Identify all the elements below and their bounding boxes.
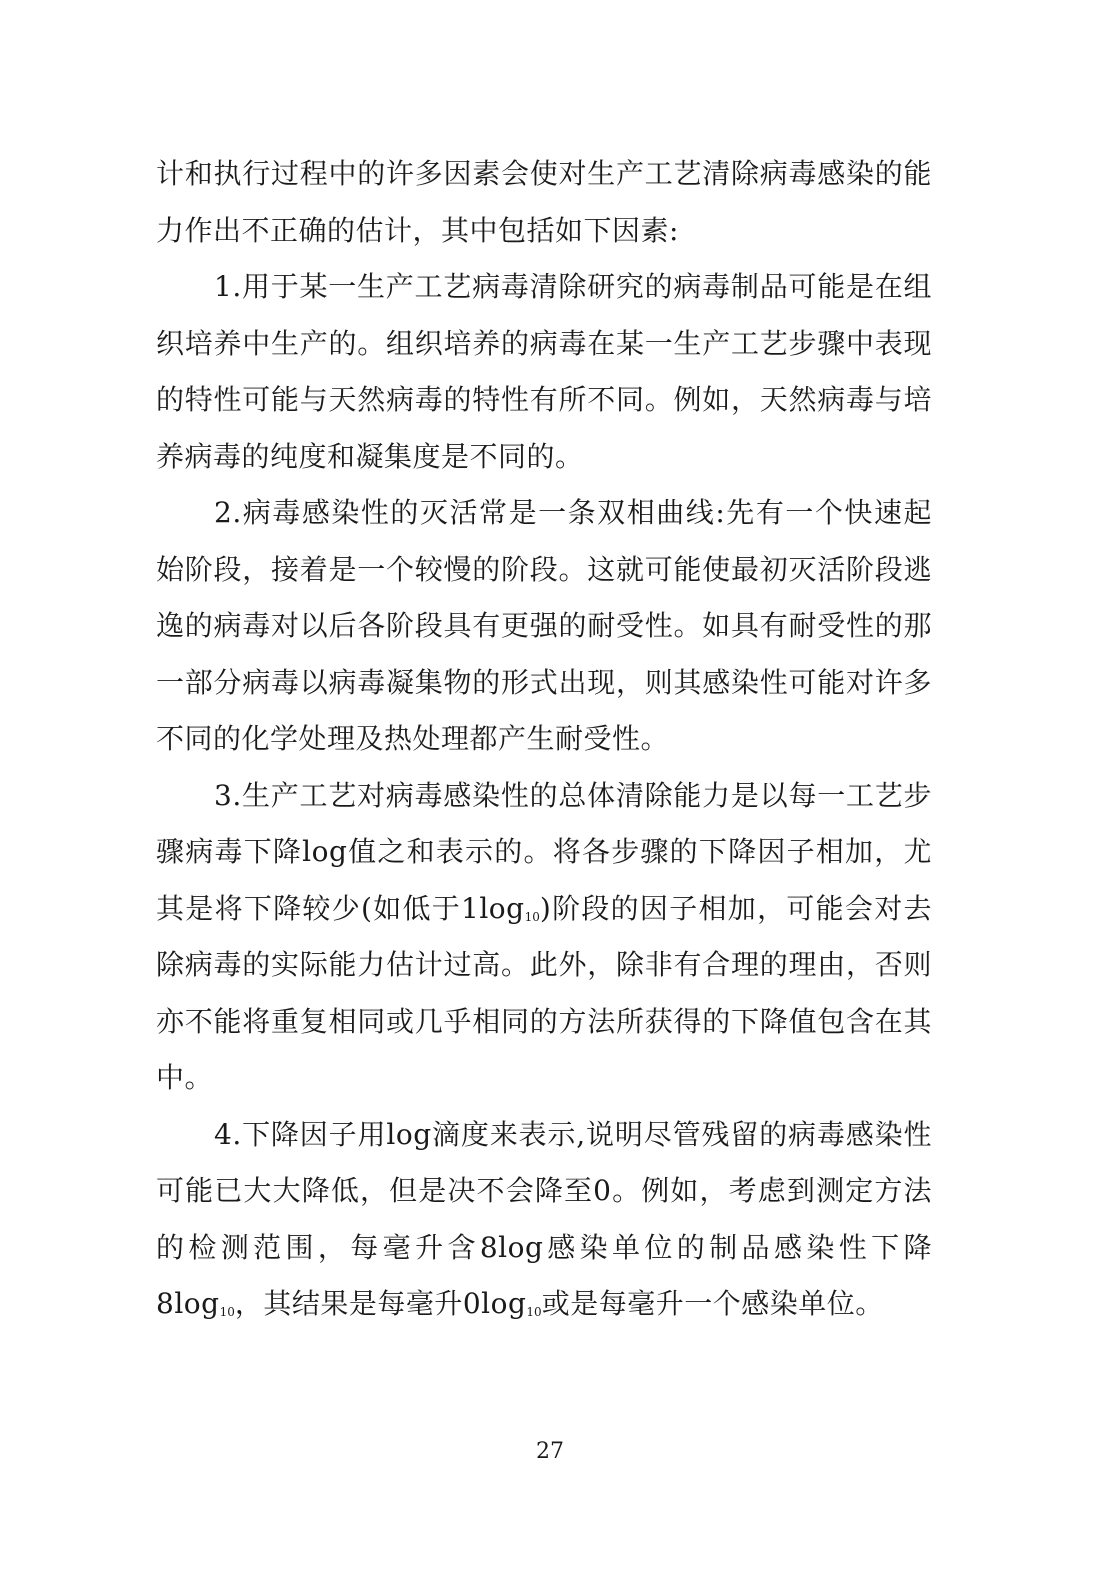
log-subscript: 10 [526, 1305, 542, 1319]
paragraph-item-4-part-c: 或是每毫升一个感染单位。 [541, 1287, 884, 1320]
log-subscript: 10 [219, 1305, 235, 1319]
document-body [156, 146, 932, 1333]
paragraph-item-2: 2.病毒感染性的灭活常是一条双相曲线:先有一个快速起始阶段，接着是一个较慢的阶段。这就可能使最初灭活阶段逃逸的病毒对以后各阶段具有更强的耐受性。如具有耐受性的那一部分病毒以病毒凝集物的形式出现，则其感染性可能对许多不同的化学处理及热处理都产生耐受性。 [156, 496, 932, 755]
paragraph-item-3-part-a: 3.生产工艺对病毒感染性的总体清除能力是以每一工艺步骤病毒下降log值之和表示的。将各步骤的下降因子相加，尤其是将下降较少(如低于1log [156, 778, 932, 925]
paragraph-item-3-part-b: )阶段的因子相加，可能会对去除病毒的实际能力估计过高。此外，除非有合理的理由，否则亦不能将重复相同或几乎相同的方法所获得的下降值包含在其中。 [156, 891, 932, 1094]
page-number: 27 [536, 1439, 564, 1464]
paragraph-item-3 [156, 768, 932, 1107]
paragraph-item-4-part-b: ，其结果是每毫升0log [234, 1287, 527, 1320]
log-subscript: 10 [524, 909, 540, 924]
paragraph-continuation: 计和执行过程中的许多因素会使对生产工艺清除病毒感染的能力作出不正确的估计，其中包括如下因素: [156, 157, 932, 247]
paragraph-item-1: 1.用于某一生产工艺病毒清除研究的病毒制品可能是在组织培养中生产的。组织培养的病毒在某一生产工艺步骤中表现的特性可能与天然病毒的特性有所不同。例如，天然病毒与培养病毒的纯度和凝集度是不同的。 [156, 270, 932, 473]
paragraph-item-4 [156, 1107, 932, 1333]
paragraph-item-4-part-a: 4.下降因子用log滴度来表示,说明尽管残留的病毒感染性可能已大大降低，但是决不会降至0。例如，考虑到测定方法的检测范围，每毫升含8log感染单位的制品感染性下降8log [156, 1117, 932, 1320]
